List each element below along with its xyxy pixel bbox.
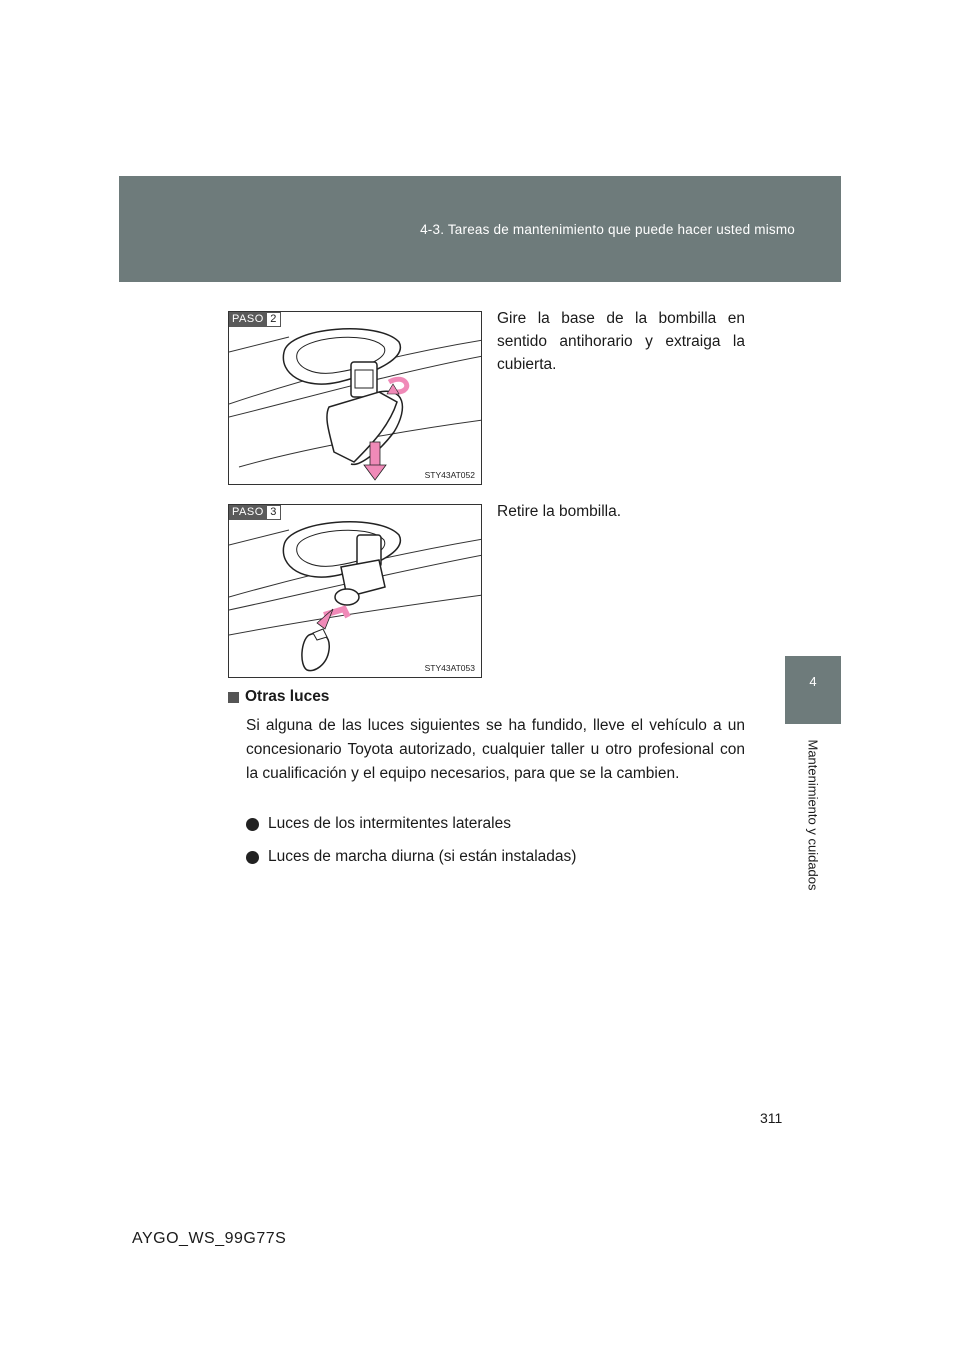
figure-step-2	[228, 311, 482, 485]
section-heading-text: Otras luces	[245, 688, 330, 705]
figure-step-3	[228, 504, 482, 678]
chapter-label: Mantenimiento y cuidados	[805, 739, 821, 891]
section-title: 4-3. Tareas de mantenimiento que puede hacer usted mismo	[420, 222, 795, 237]
list-item-text: Luces de marcha diurna (si están instaladas)	[268, 848, 577, 865]
bullet-dot-icon	[246, 818, 259, 831]
list-item-text: Luces de los intermitentes laterales	[268, 815, 511, 832]
step-word: PASO	[229, 312, 267, 327]
bulb-removal-illustration	[229, 505, 482, 678]
list-item	[246, 848, 576, 866]
square-bullet-icon	[228, 692, 239, 703]
bullet-dot-icon	[246, 851, 259, 864]
step-3-text: Retire la bombilla.	[497, 503, 622, 520]
chapter-number: 4	[809, 674, 817, 689]
figure-code: STY43AT052	[424, 470, 475, 480]
section-heading	[228, 688, 329, 706]
document-code: AYGO_WS_99G77S	[132, 1230, 287, 1247]
step-word: PASO	[229, 505, 267, 520]
page-number: 311	[760, 1110, 783, 1126]
step-number: 2	[267, 312, 281, 327]
header-band	[119, 176, 841, 282]
bulb-base-illustration	[229, 312, 482, 485]
step-number: 3	[267, 505, 281, 520]
list-item	[246, 815, 511, 833]
chapter-tab	[785, 656, 841, 724]
step-2-text: Gire la base de la bombilla en sentido antihorario y extraiga la cubierta.	[497, 310, 745, 373]
section-paragraph: Si alguna de las luces siguientes se ha fundido, lleve el vehículo a un concesionario Toyota autorizado, cualquier taller u otro profesional con la cualificación y el equipo necesarios, para que se la cambien.	[246, 717, 745, 782]
figure-code: STY43AT053	[424, 663, 475, 673]
step-badge	[229, 312, 281, 327]
step-badge	[229, 505, 281, 520]
